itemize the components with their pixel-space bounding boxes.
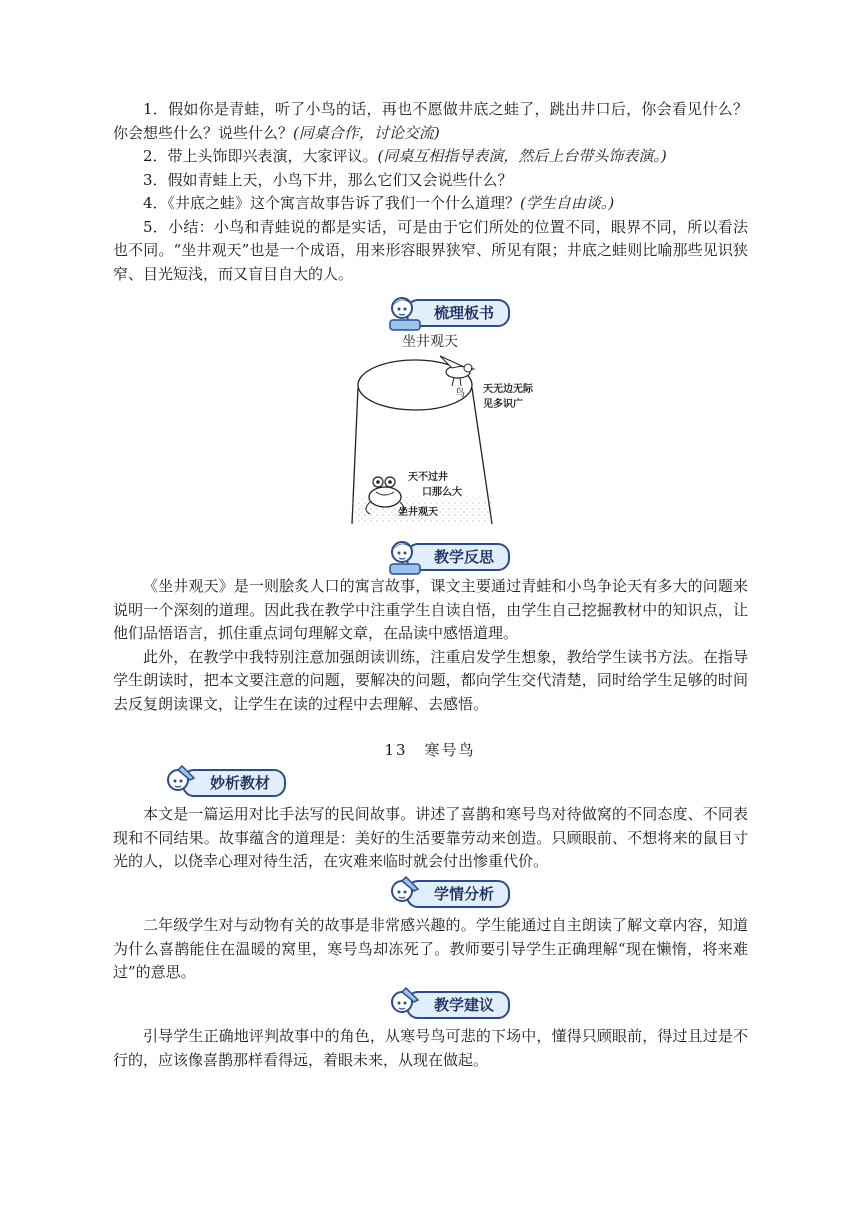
students-badge [384,879,510,909]
activity-list [113,98,748,286]
board-title: 坐井观天 [402,334,458,350]
well-diagram [340,352,540,530]
bird-speech-line-2: 见多识广 [483,399,523,410]
student-writing-icon [384,294,428,332]
board-heading: 梳理板书 [406,299,510,327]
students-paragraph: 二年级学生对与动物有关的故事是非常感兴趣的。学生能通过自主朗读了解文章内容，知道为什么喜鹊能住在温暖的窝里，寒号鸟却冻死了。教师要引导学生正确理解“现在懒惰，将来难过”的意思。 [113,916,748,981]
reflection-heading: 教学反思 [406,543,510,571]
students-section [113,914,748,985]
analysis-paragraph: 本文是一篇运用对比手法写的民间故事。讲述了喜鹊和寒号鸟对待做窝的不同态度、不同表现和不同结果。故事蕴含的道理是：美好的生活要靠劳动来创造。只顾眼前、不想将来的鼠目寸光的人，以侥幸心理对待生活，在灾难来临时就会付出惨重代价。 [113,805,748,870]
lesson-title: 13 寒号鸟 [384,741,476,759]
bird-label: 鸟 [455,388,465,399]
pen-hand-icon [384,875,428,913]
activity-item-5: 5．小结：小鸟和青蛙说的都是实话，可是由于它们所处的位置不同，眼界不同，所以看法也不同。“坐井观天”也是一个成语，用来形容眼界狭窄、所见有限；井底之蛙则比喻那些见识狭窄、目光短浅，而又盲目自大的人。 [113,217,748,283]
advice-badge [384,990,510,1020]
bird-speech-line-1: 天无边无际 [483,384,533,395]
students-heading: 学情分析 [406,880,510,908]
advice-heading: 教学建议 [406,991,510,1019]
pen-hand-icon [160,764,204,802]
reflection-badge [384,542,510,572]
pen-hand-icon [384,986,428,1024]
analysis-badge [160,768,286,798]
reflection-paragraph-1: 《坐井观天》是一则脍炙人口的寓言故事，课文主要通过青蛙和小鸟争论天有多大的问题来说明一个深刻的道理。因此我在教学中注重学生自读自悟，由学生自己挖掘教材中的知识点，让他们品悟语言，抓住重点词句理解文章，在品读中感悟道理。 [113,577,748,642]
reflection-text [113,575,748,716]
activity-item-2: 2．带上头饰即兴表演，大家评议。(同桌互相指导表演，然后上台带头饰表演。) [143,147,667,165]
activity-item-1: 1．假如你是青蛙，听了小鸟的话，再也不愿做井底之蛙了，跳出井口后，你会看见什么？你会想些什么？说些什么？(同桌合作，讨论交流) [113,100,748,142]
frog-speech-line-2: 口那么大 [422,487,462,498]
analysis-heading: 妙析教材 [182,769,286,797]
student-writing-icon [384,538,428,576]
frog-speech-line-1: 天不过井 [408,472,448,483]
board-badge [384,298,510,328]
analysis-section [113,803,748,874]
advice-paragraph: 引导学生正确地评判故事中的角色，从寒号鸟可悲的下场中，懂得只顾眼前，得过且过是不行的，应该像喜鹊那样看得远，着眼未来，从现在做起。 [113,1027,748,1069]
reflection-paragraph-2: 此外，在教学中我特别注意加强朗读训练，注重启发学生想象，教给学生读书方法。在指导学生朗读时，把本文要注意的问题，要解决的问题，都向学生交代清楚，同时给学生足够的时间去反复朗读课文，让学生在读的过程中去理解、去感悟。 [113,647,748,713]
advice-section [113,1025,748,1072]
frog-label: 坐井观天 [398,507,438,518]
activity-item-4: 4．《井底之蛙》这个寓言故事告诉了我们一个什么道理？(学生自由谈。) [143,194,615,212]
activity-item-3: 3．假如青蛙上天，小鸟下井，那么它们又会说些什么？ [143,170,513,189]
